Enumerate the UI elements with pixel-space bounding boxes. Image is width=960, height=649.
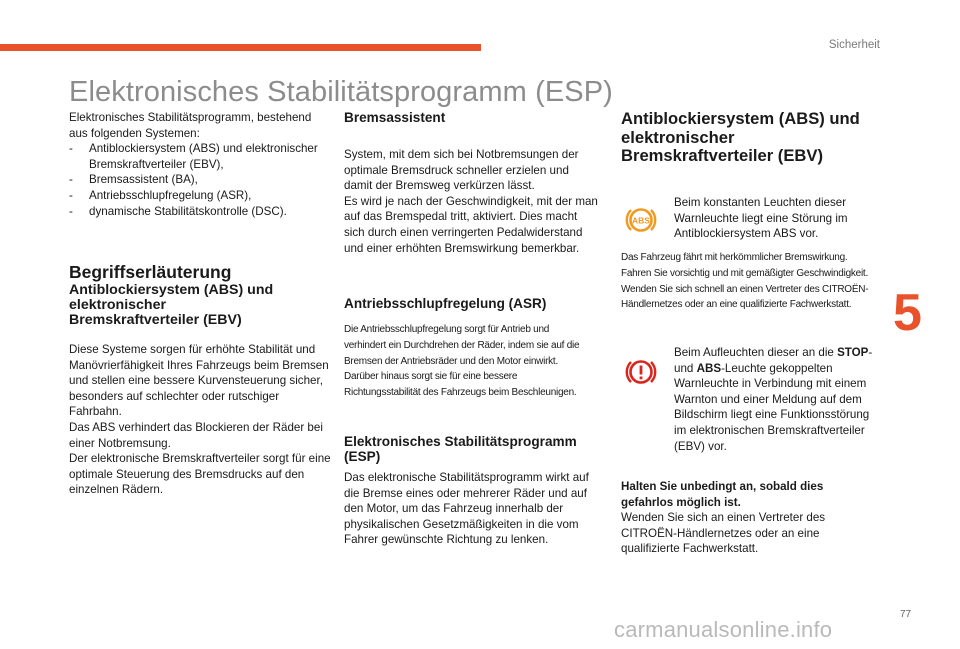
stop-label: STOP (837, 346, 869, 359)
watermark: carmanualsonline.info (614, 617, 833, 642)
note-2: Fahren Sie vorsichtig und mit gemäßigter Geschwindigkeit. (621, 267, 868, 279)
abs-text-2: Das ABS verhindert das Blockieren der Räder bei einer Notbremsung. (69, 420, 323, 450)
brake-warning-text (674, 345, 874, 454)
definitions-heading: Begriffserläuterung (69, 262, 232, 282)
abs-label: ABS (696, 361, 722, 375)
header-accent-bar (0, 44, 481, 51)
svg-text:ABS: ABS (632, 215, 650, 226)
list-item: - dynamische Stabilitätskontrolle (DSC). (69, 204, 331, 220)
abs-warning-icon (625, 204, 657, 241)
page-title: Elektronisches Stabilitätsprogramm (ESP) (69, 76, 613, 108)
column-1 (69, 110, 331, 219)
ba-text-2: Es wird je nach der Geschwindigkeit, mit der man auf das Bremspedal tritt, aktiviert. Dies macht sich durch einen verringerten Pedalwiderstand und einer erhöhten Bremswirkung bemerkbar. (344, 194, 598, 255)
abs-text-1: Diese Systeme sorgen für erhöhte Stabilität und Manövrierfähigkeit Ihres Fahrzeugs beim Bremsen und stellen eine bessere Kurvensteuerung sicher, besonders auf schlechter oder rutschiger Fahrbahn. (69, 343, 329, 419)
list-item: - Bremsassistent (BA), (69, 172, 331, 188)
brake-assist-description (344, 147, 598, 256)
page-number: 77 (900, 609, 912, 620)
note-3: Wenden Sie sich schnell an einen Vertreter des CITROËN-Händlernetzes oder an eine qualifizierte Fachwerkstatt. (621, 283, 869, 311)
asr-heading: Antriebsschlupfregelung (ASR) (344, 296, 547, 311)
brake-text-b: - und (674, 346, 873, 375)
stop-advice (621, 479, 871, 557)
asr-description: Die Antriebsschlupfregelung sorgt für Antrieb und verhindert ein Durchdrehen der Räder, indem sie auf die Bremsen der Antriebsräder und den Motor einwirkt. Darüber hinaus sorgt sie für eine bessere Richtungsstabilität des Fahrzeugs beim Beschleunigen. (344, 324, 580, 399)
section-label: Sicherheit (828, 39, 880, 51)
stop-advice-bold: Halten Sie unbedingt an, sobald dies gefahrlos möglich ist. (621, 480, 824, 509)
abs-text-3: Der elektronische Bremskraftverteiler sorgt für eine optimale Steuerung des Bremsdrucks auf den einzelnen Rädern. (69, 452, 331, 497)
list-item: - Antriebsschlupfregelung (ASR), (69, 188, 331, 204)
abs-ebv-description (69, 342, 331, 498)
stop-advice-text: Wenden Sie sich an einen Vertreter des CITROËN-Händlernetzes oder an eine qualifizierte Fachwerkstatt. (621, 511, 826, 556)
systems-list (69, 141, 331, 219)
note-1: Das Fahrzeug fährt mit herkömmlicher Bremswirkung. (621, 252, 848, 263)
ba-text-1: System, mit dem sich bei Notbremsungen der optimale Bremsdruck schneller erzielen und damit der Bremsweg verkürzen lässt. (344, 148, 579, 193)
brake-warning-icon (625, 356, 657, 393)
abs-warning-text: Beim konstanten Leuchten dieser Warnleuchte liegt eine Störung im Antiblockiersystem ABS vor. (674, 196, 848, 241)
abs-warning-notes (621, 250, 883, 313)
brake-assist-heading: Bremsassistent (344, 110, 446, 125)
abs-ebv-heading: Antiblockiersystem (ABS) und elektronischer Bremskraftverteiler (EBV) (69, 282, 274, 328)
esp-heading: Elektronisches Stabilitätsprogramm (ESP) (344, 434, 577, 464)
chapter-number: 5 (893, 284, 922, 342)
esp-description: Das elektronische Stabilitätsprogramm wirkt auf die Bremse eines oder mehrerer Räder und auf den Motor, um das Fahrzeug innerhalb der physikalischen Gesetzmäßigkeiten in die vom Fahrer gewünschte Richtung zu lenken. (344, 471, 589, 547)
brake-text-a: Beim Aufleuchten dieser an die (674, 346, 838, 359)
brake-text-c: -Leuchte gekoppelten Warnleuchte in Verbindung mit einem Warnton und einer Meldung auf dem Bildschirm liegt eine Funktionsstörung im elektronischen Bremskraftverteiler (EBV) vor. (674, 361, 870, 453)
list-item: - Antiblockiersystem (ABS) und elektronischer Bremskraftverteiler (EBV), (69, 141, 331, 172)
intro-text: Elektronisches Stabilitätsprogramm, bestehend aus folgenden Systemen: (69, 111, 312, 140)
abs-ebv-heading-col3: Antiblockiersystem (ABS) und elektronischer Bremskraftverteiler (EBV) (621, 109, 860, 165)
